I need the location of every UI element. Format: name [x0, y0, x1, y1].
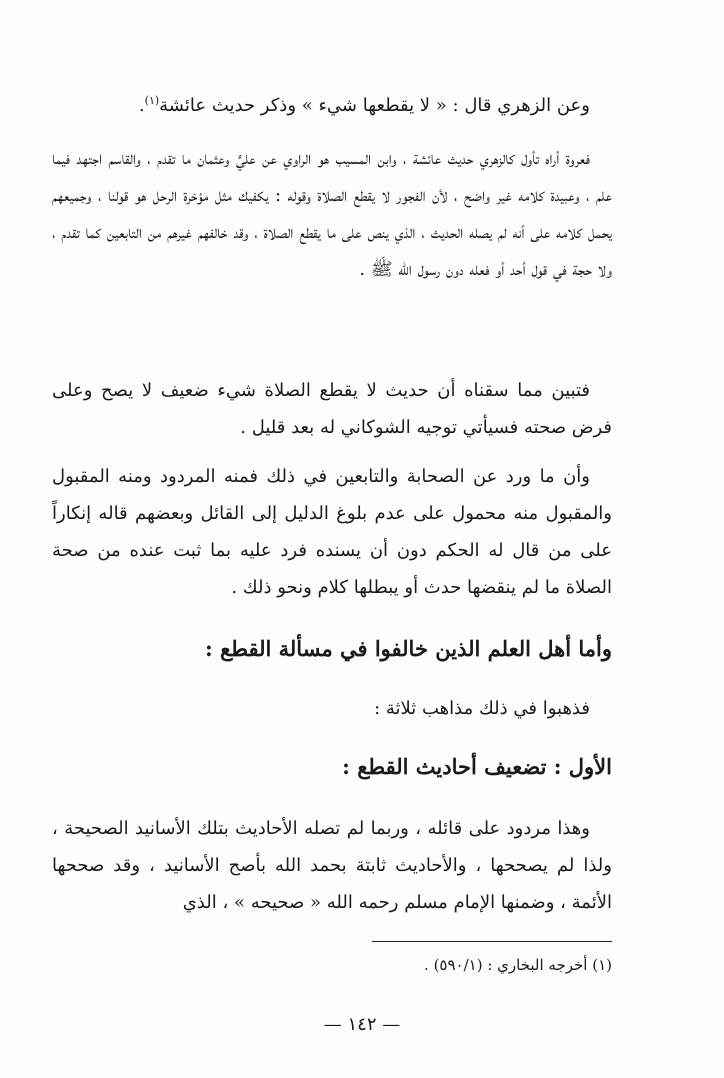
footnote: (١) أخرجه البخاري : (٥٩٠/١) .	[424, 956, 612, 974]
paragraph-2	[52, 140, 612, 288]
paragraph-3	[52, 372, 612, 446]
paragraph-5	[52, 690, 612, 727]
section-heading-2	[52, 748, 612, 785]
paragraph-3-text: فتبين مما سقناه أن حديث لا يقطع الصلاة شيء ضعيف لا يصح وعلى فرض صحته فسيأتي توجيه الشوكاني له بعد قليل .	[52, 380, 612, 438]
heading-first-view: الأول : تضعيف أحاديث القطع :	[342, 754, 612, 779]
paragraph-5-text: فذهبوا في ذلك مذاهب ثلاثة :	[374, 698, 590, 719]
paragraph-4	[52, 458, 612, 606]
paragraph-1-text: وعن الزهري قال : « لا يقطعها شيء » وذكر حديث عائشة	[159, 95, 590, 116]
paragraph-1: وعن الزهري قال : « لا يقطعها شيء » وذكر حديث عائشة$^{(١)}$.	[138, 94, 590, 116]
footnote-marker: (١)	[144, 94, 160, 107]
paragraph-6-text: وهذا مردود على قائله ، وربما لم تصله الأحاديث بتلك الأسانيد الصحيحة ، ولذا لم يصححها ، والأحاديث ثابتة بحمد الله بأصح الأسانيد ، وقد صححها الأئمة ، وضمنها الإمام مسلم رحمه الله « صحيحه » ، الذي	[52, 818, 612, 913]
heading-opponents: وأما أهل العلم الذين خالفوا في مسألة القطع :	[205, 636, 612, 661]
paragraph-6	[52, 810, 612, 921]
section-heading-1	[52, 630, 612, 667]
paragraph-2-text: فعروة أراه تأول كالزهري حديث عائشة ، وابن المسيب هو الراوي عن عليٍّ وعثمان ما تقدم ، والقاسم اجتهد فيما علم ، وعبيدة كلامه غير واضح ، لأن الفجور لا يقطع الصلاة وقوله : يكفيك مثل مؤخرة الرحل هو قولنا ، وجميعهم يحمل كلامه على أنه لم يصله الحديث ، الذي ينص على ما يقطع الصلاة ، وقد خالفهم غيرهم من التابعين كما تقدم ، ولا حجة في قول أحد أو فعله دون رسول الله ﷺ .	[52, 148, 612, 280]
paragraph-4-text: وأن ما ورد عن الصحابة والتابعين في ذلك فمنه المردود ومنه المقبول والمقبول منه محمول على عدم بلوغ الدليل إلى القائل وبعضهم قاله إنكاراً على من قال له الحكم دون أن يسنده فرد عليه بما ثبت عنده من صحة الصلاة ما لم ينقضها حدث أو يبطلها كلام ونحو ذلك .	[52, 466, 612, 598]
footnote-divider	[372, 941, 612, 942]
page-number: — ١٤٢ —	[323, 1014, 401, 1035]
